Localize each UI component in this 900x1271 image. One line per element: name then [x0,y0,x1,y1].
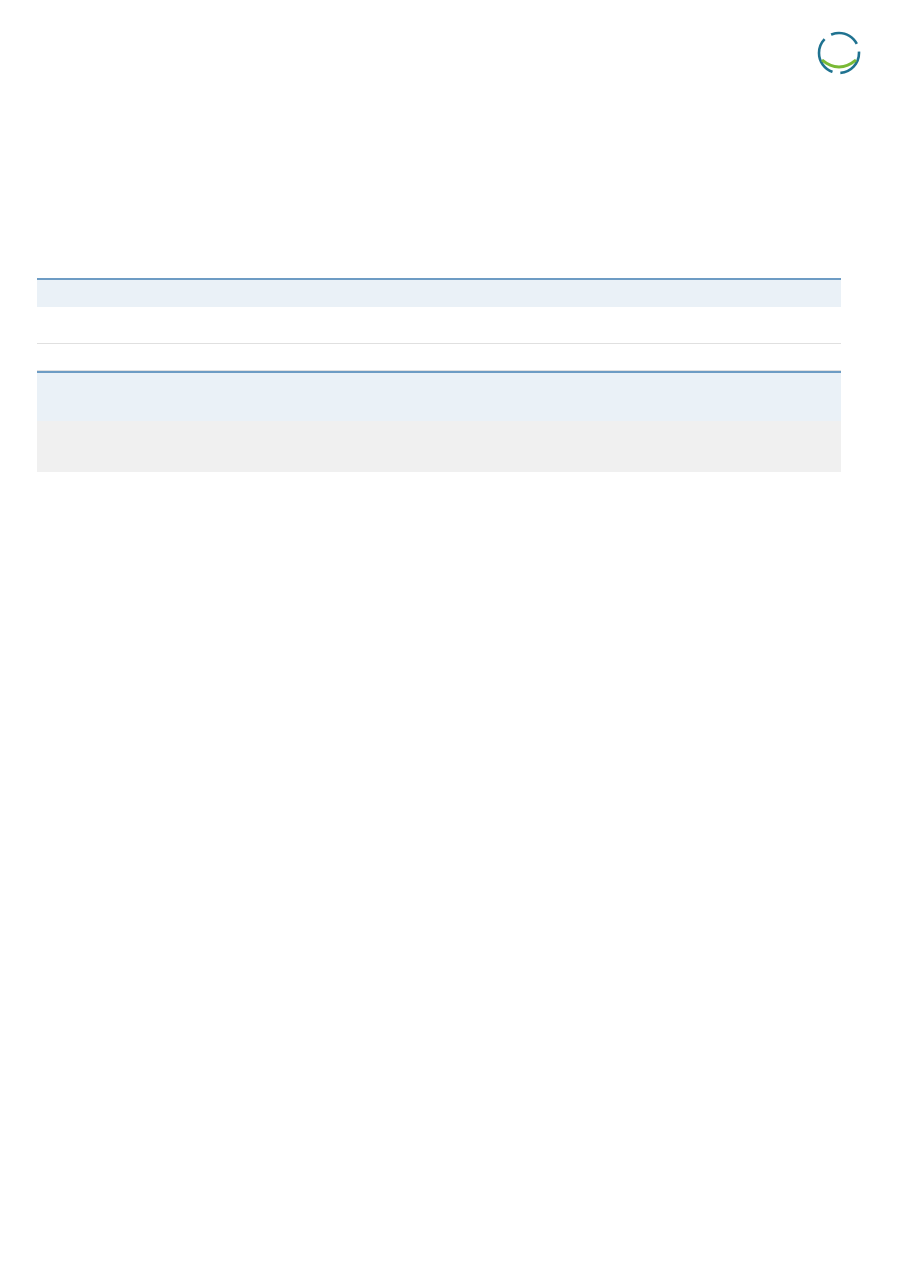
basic-info-row [37,344,841,371]
basic-info-row [37,307,841,344]
basic-info-header [37,278,841,307]
sml-logo [816,30,862,76]
result-section-header [37,371,841,421]
basic-info-section [37,278,841,371]
department-label [37,421,841,472]
